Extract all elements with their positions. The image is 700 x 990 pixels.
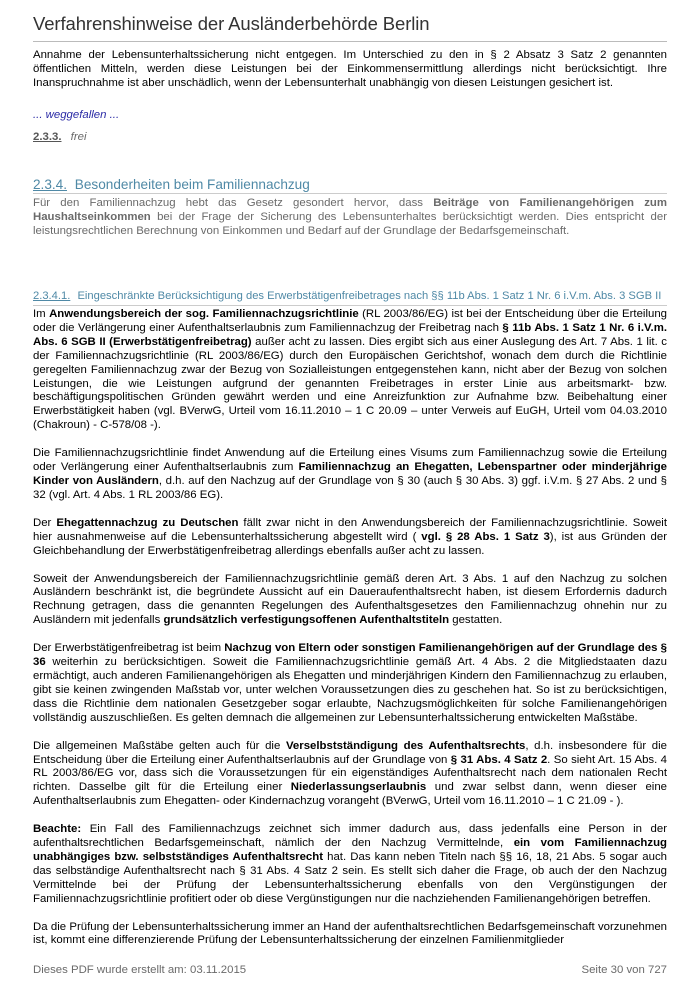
footer-page-number: Seite 30 von 727 — [581, 964, 667, 976]
section-number-link[interactable]: 2.3.4.1. — [33, 290, 71, 303]
paragraph-7: Beachte: Ein Fall des Familiennachzugs zeichnet sich immer dadurch aus, dass jedenfalls eine Person in der aufenthaltsrechtlichen Bedarfsgemeinschaft, nämlich der den Nachzug Vermittelnde, ein vom Familiennachzug unabhängiges bzw. selbstständiges Aufenthaltsrecht hat. Das kann neben Titeln nach §§ 16, 18, 21 Abs. 5 sogar auch das selbständige Aufenthaltsrecht nach § 31 Abs. 4 Satz 2 sein. Es stellt sich daher die Frage, ob auch der den Nachzug Vermittelnde bei der Prüfung der Lebensunterhaltssicherung ebenfalls von den Vergünstigungen der Familiennachzugsrichtlinie profitiert oder ob diese Vergünstigungen nur die nachziehenden Familienangehörigen betreffen. — [33, 823, 667, 905]
heading-2-3-4-1 — [33, 290, 667, 306]
paragraph-6: Die allgemeinen Maßstäbe gelten auch für die Verselbstständigung des Aufenthaltsrechts, d.h. insbesondere für die Entscheidung über die Erteilung einer Aufenthaltserlaubnis auf der Grundlage von § 31 Abs. 4 Satz 2. So sieht Art. 15 Abs. 4 RL 2003/86/EG vor, dass sich die Voraussetzungen für ein eigenständiges Aufenthaltsrecht nach dem nationalen Recht richten. Dasselbe gilt für die Erteilung einer Niederlassungserlaubnis und zwar selbst dann, wenn dieser eine Aufenthaltserlaubnis zum Ehegatten- oder Kindernachzug vorangeht (BVerwG, Urteil vom 16.11.2010 – 1 C 21.09 - ). — [33, 739, 668, 808]
paragraph-3: Der Ehegattennachzug zu Deutschen fällt zwar nicht in den Anwendungsbereich der Familiennachzugsrichtlinie. Soweit hier ausnahmenweise auf die Lebensunterhaltssicherung abgestellt wird ( vgl. § 28 Abs. 1 Satz 3), ist aus Gründen der Gleichbehandlung der Erwerbstätigenfreibetrag allerdings ebenfalls außer acht zu lassen. — [33, 516, 667, 557]
paragraph-4: Soweit der Anwendungsbereich der Familiennachzugsrichtlinie gemäß deren Art. 3 Abs. 1 auf den Nachzug zu solchen Ausländern beschränkt ist, die begründete Aussicht auf ein Daueraufenthaltsrecht haben, ist diesem Erfordernis dadurch Rechnung getragen, dass die genannten Regelungen des Aufenthaltsgesetzes den Familiennachzug ohnehin nur zu Ausländern mit jedenfalls grundsätzlich verfestigungsoffenen Aufenthaltstiteln gestatten. — [33, 572, 667, 627]
section-number-link[interactable]: 2.3.3. — [33, 130, 62, 143]
section-2-3-3 — [33, 131, 667, 143]
paragraph-2: Die Familiennachzugsrichtlinie findet Anwendung auf die Erteilung eines Visums zum Familiennachzug sowie die Erteilung oder Verlängerung einer Aufenthaltserlaubnis zum Familiennachzug an Ehegatten, Lebenspartner oder minderjährige Kinder von Ausländern, d.h. auf den Nachzug auf der Grundlage von § 30 (auch § 30 Abs. 3) ggf. i.V.m. § 27 Abs. 2 und § 32 (vgl. Art. 4 Abs. 1 RL 2003/86 EG). — [33, 447, 667, 501]
document-page — [33, 0, 667, 948]
page-footer — [33, 964, 667, 976]
removed-section-link[interactable]: ... weggefallen ... — [33, 108, 120, 121]
paragraph-1: Im Anwendungsbereich der sog. Familiennachzugsrichtlinie (RL 2003/86/EG) ist bei der Entscheidung über die Erteilung oder die Verlängerung einer Aufenthaltserlaubnis zum Familiennachzug der Freibetrag nach § 11b Abs. 1 Satz 1 Nr. 6 i.V.m. Abs. 6 SGB II (Erwerbstätigenfreibetrag) außer acht zu lassen. Dies ergibt sich aus einer Auslegung des Art. 7 Abs. 1 lit. c der Familiennachzugsrichtlinie (RL 2003/86/EG) durch den Europäischen Gerichtshof, wonach dem durch die Richtlinie geregelten Familiennachzug zwar der Bezug von Sozialleistungen entgegenstehen kann, nicht aber der Bezug von solchen Leistungen, die wie Leistungen aufgrund der genannten Freibetrages in erster Linie aus arbeitsmarkt- bzw. beschäftigungspolitischen Gründen gewährt werden und eine Anreizfunktion zur Aufnahme bzw. Beibehaltung einer Erwerbstätigkeit haben (vgl. BVerwG, Urteil vom 16.11.2010 – 1 C 20.09 – unter Verweis auf EuGH, Urteil vom 04.03.2010 (Chakroun) - C-578/08 -). — [33, 308, 667, 432]
paragraph-5: Der Erwerbstätigenfreibetrag ist beim Nachzug von Eltern oder sonstigen Familienangehörigen auf der Grundlage des § 36 weiterhin zu berücksichtigen. Soweit die Familiennachzugsrichtlinie gemäß Art. 4 Abs. 2 die Mitgliedstaaten dazu ermächtigt, auch anderen Familienangehörigen als Ehegatten und minderjährigen Kindern den Familiennachzug zu erlauben, gibt sie keinen zwingenden Maßstab vor, unter welchen Voraussetzungen dies zu geschehen hat. So ist zu berücksichtigen, dass die Richtlinie dem nationalen Gesetzgeber sogar erlaubte, Nachzugsmöglichkeiten für solche Familienangehörigen vollständig auszuschließen. Es gelten demnach die allgemeinen zur Lebensunterhaltssicherung entwickelten Maßstäbe. — [33, 642, 667, 724]
section-2-3-4-paragraph: Für den Familiennachzug hebt das Gesetz gesondert hervor, dass Beiträge von Familienangehörigen zum Haushaltseinkommen bei der Frage der Sicherung des Lebensunterhaltes berücksichtigt werden. Dies entspricht der leistungsrechtlichen Berechnung von Einkommen und Bedarf auf der Grundlage der Bedarfsgemeinschaft. — [33, 196, 667, 237]
footer-created-date: Dieses PDF wurde erstellt am: 03.11.2015 — [33, 964, 247, 976]
section-heading-text: Besonderheiten beim Familiennachzug — [74, 176, 310, 192]
heading-2-3-4 — [33, 177, 667, 194]
document-title: Verfahrenshinweise der Ausländerbehörde Berlin — [33, 13, 667, 42]
paragraph-8: Da die Prüfung der Lebensunterhaltssicherung immer an Hand der aufenthaltsrechtlichen Bedarfsgemeinschaft vorzunehmen ist, kommt eine differenzierende Prüfung der Lebensunterhaltssicherung der einzelnen Familienmitglieder — [33, 920, 667, 947]
section-number-link[interactable]: 2.3.4. — [33, 176, 68, 192]
section-status: frei — [70, 130, 87, 143]
section-heading-text: Eingeschränkte Berücksichtigung des Erwerbstätigenfreibetrages nach §§ 11b Abs. 1 Satz 1 Nr. 6 i.V.m. Abs. 3 SGB II — [77, 290, 662, 303]
intro-paragraph: Annahme der Lebensunterhaltssicherung nicht entgegen. Im Unterschied zu den in § 2 Absatz 3 Satz 2 genannten öffentlichen Mitteln, werden diese Leistungen bei der Einkommensermittlung allerdings nicht berücksichtigt. Ihre Inanspruchnahme ist aber unschädlich, wenn der Lebensunterhalt unabhängig von diesen Leistungen gesichert ist. — [33, 49, 667, 89]
